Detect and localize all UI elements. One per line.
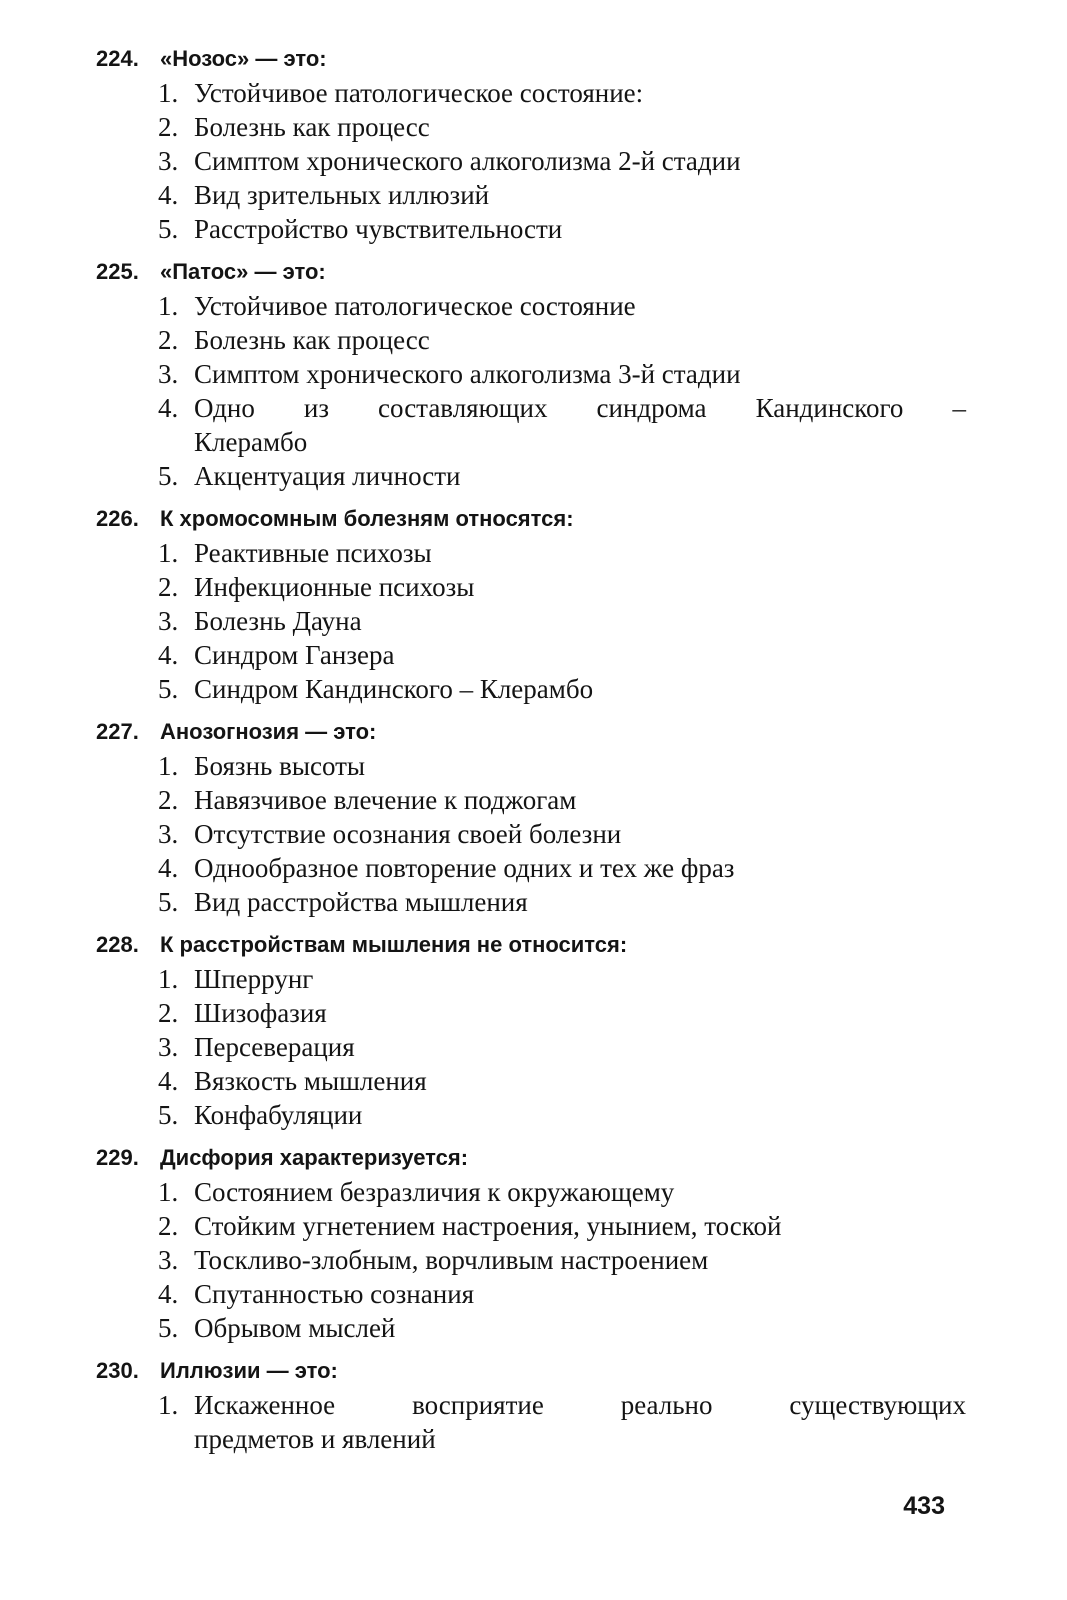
answer-option — [158, 178, 966, 212]
question-text: Анозогнозия — это: — [160, 719, 377, 744]
answer-text: Шперрунг — [194, 964, 314, 994]
answer-text: Устойчивое патологическое состояние: — [194, 78, 644, 108]
answer-number: 2. — [158, 325, 179, 355]
answer-number: 5. — [158, 1313, 179, 1343]
answer-number: 3. — [158, 1032, 179, 1062]
answer-number: 2. — [158, 785, 179, 815]
answer-number: 3. — [158, 606, 179, 636]
answer-text: Симптом хронического алкоголизма 2-й стадии — [194, 146, 741, 176]
answer-text: Обрывом мыслей — [194, 1313, 396, 1343]
answer-list — [96, 76, 966, 246]
question-226 — [96, 502, 966, 706]
answer-text: Стойким угнетением настроения, унынием, тоской — [194, 1211, 782, 1241]
answer-text-continuation: предметов и явлений — [194, 1424, 436, 1454]
answer-option — [158, 749, 966, 783]
answer-number: 3. — [158, 146, 179, 176]
answer-list — [96, 1175, 966, 1345]
answer-text: Персеверация — [194, 1032, 355, 1062]
answer-text: Искаженное восприятие реально существующих — [194, 1390, 966, 1420]
answer-option — [158, 459, 966, 493]
answer-text: Шизофазия — [194, 998, 327, 1028]
answer-number: 3. — [158, 819, 179, 849]
answer-option — [158, 962, 966, 996]
answer-text: Устойчивое патологическое состояние — [194, 291, 636, 321]
answer-number: 3. — [158, 359, 179, 389]
answer-text: Болезнь Дауна — [194, 606, 362, 636]
answer-number: 5. — [158, 461, 179, 491]
answer-option — [158, 1277, 966, 1311]
answer-number: 4. — [158, 1066, 179, 1096]
answer-list — [96, 749, 966, 919]
answer-option — [158, 1030, 966, 1064]
answer-list — [96, 289, 966, 493]
answer-number: 1. — [158, 1177, 179, 1207]
answer-option — [158, 391, 966, 459]
question-heading — [96, 928, 966, 962]
question-heading — [96, 715, 966, 749]
question-text: К расстройствам мышления не относится: — [160, 932, 628, 957]
answer-option — [158, 323, 966, 357]
answer-text: Навязчивое влечение к поджогам — [194, 785, 577, 815]
answer-list — [96, 962, 966, 1132]
answer-list — [96, 536, 966, 706]
answer-number: 3. — [158, 1245, 179, 1275]
answer-option — [158, 570, 966, 604]
question-text: К хромосомным болезням относятся: — [160, 506, 574, 531]
answer-number: 2. — [158, 112, 179, 142]
answer-text: Отсутствие осознания своей болезни — [194, 819, 622, 849]
answer-number: 1. — [158, 1390, 179, 1420]
answer-text: Однообразное повторение одних и тех же фраз — [194, 853, 735, 883]
question-224 — [96, 42, 966, 246]
question-number: 228. — [96, 932, 139, 957]
answer-number: 4. — [158, 640, 179, 670]
answer-text: Одно из составляющих синдрома Кандинского – — [194, 393, 966, 423]
answer-text: Болезнь как процесс — [194, 112, 430, 142]
answer-option — [158, 76, 966, 110]
answer-number: 2. — [158, 998, 179, 1028]
question-225 — [96, 255, 966, 493]
answer-text: Конфабуляции — [194, 1100, 363, 1130]
answer-text-multiline — [194, 391, 966, 459]
answer-number: 5. — [158, 1100, 179, 1130]
answer-number: 1. — [158, 291, 179, 321]
answer-number: 5. — [158, 887, 179, 917]
answer-text: Инфекционные психозы — [194, 572, 475, 602]
answer-number: 4. — [158, 1279, 179, 1309]
answer-option — [158, 1098, 966, 1132]
answer-text: Тоскливо-злобным, ворчливым настроением — [194, 1245, 709, 1275]
answer-option — [158, 885, 966, 919]
answer-text: Состоянием безразличия к окружающему — [194, 1177, 675, 1207]
answer-number: 1. — [158, 538, 179, 568]
answer-option — [158, 1311, 966, 1345]
question-number: 229. — [96, 1145, 139, 1170]
answer-option — [158, 289, 966, 323]
answer-option — [158, 357, 966, 391]
answer-number: 2. — [158, 572, 179, 602]
answer-option — [158, 110, 966, 144]
answer-text: Спутанностью сознания — [194, 1279, 475, 1309]
answer-option — [158, 536, 966, 570]
question-text: Дисфория характеризуется: — [160, 1145, 469, 1170]
question-number: 226. — [96, 506, 139, 531]
question-number: 227. — [96, 719, 139, 744]
question-230 — [96, 1354, 966, 1456]
answer-text: Реактивные психозы — [194, 538, 432, 568]
question-text: «Патос» — это: — [160, 259, 326, 284]
question-heading — [96, 42, 966, 76]
answer-text: Акцентуация личности — [194, 461, 461, 491]
answer-option — [158, 996, 966, 1030]
answer-text: Вязкость мышления — [194, 1066, 427, 1096]
question-228 — [96, 928, 966, 1132]
answer-option — [158, 1388, 966, 1456]
answer-number: 4. — [158, 853, 179, 883]
answer-option — [158, 817, 966, 851]
answer-number: 4. — [158, 180, 179, 210]
question-number: 230. — [96, 1358, 139, 1383]
question-number: 225. — [96, 259, 139, 284]
answer-option — [158, 851, 966, 885]
answer-text: Синдром Ганзера — [194, 640, 395, 670]
answer-option — [158, 1243, 966, 1277]
answer-number: 1. — [158, 964, 179, 994]
answer-text-multiline — [194, 1388, 966, 1456]
answer-number: 5. — [158, 674, 179, 704]
question-number: 224. — [96, 46, 139, 71]
answer-option — [158, 1209, 966, 1243]
answer-number: 1. — [158, 751, 179, 781]
answer-number: 2. — [158, 1211, 179, 1241]
question-229 — [96, 1141, 966, 1345]
question-heading — [96, 1354, 966, 1388]
question-list — [96, 42, 966, 1465]
answer-option — [158, 638, 966, 672]
answer-text: Боязнь высоты — [194, 751, 366, 781]
question-text: «Нозос» — это: — [160, 46, 327, 71]
answer-text-continuation: Клерамбо — [194, 427, 308, 457]
answer-option — [158, 604, 966, 638]
answer-option — [158, 672, 966, 706]
answer-number: 1. — [158, 78, 179, 108]
question-heading — [96, 502, 966, 536]
answer-option — [158, 1064, 966, 1098]
answer-option — [158, 783, 966, 817]
answer-text: Вид зрительных иллюзий — [194, 180, 490, 210]
answer-text: Болезнь как процесс — [194, 325, 430, 355]
answer-text: Вид расстройства мышления — [194, 887, 528, 917]
question-heading — [96, 255, 966, 289]
answer-option — [158, 144, 966, 178]
question-227 — [96, 715, 966, 919]
answer-number: 4. — [158, 393, 179, 423]
answer-text: Симптом хронического алкоголизма 3-й стадии — [194, 359, 741, 389]
question-text: Иллюзии — это: — [160, 1358, 338, 1383]
answer-text: Расстройство чувствительности — [194, 214, 563, 244]
answer-option — [158, 1175, 966, 1209]
question-heading — [96, 1141, 966, 1175]
answer-text: Синдром Кандинского – Клерамбо — [194, 674, 594, 704]
page-number: 433 — [903, 1492, 945, 1520]
answer-list — [96, 1388, 966, 1456]
answer-option — [158, 212, 966, 246]
answer-number: 5. — [158, 214, 179, 244]
